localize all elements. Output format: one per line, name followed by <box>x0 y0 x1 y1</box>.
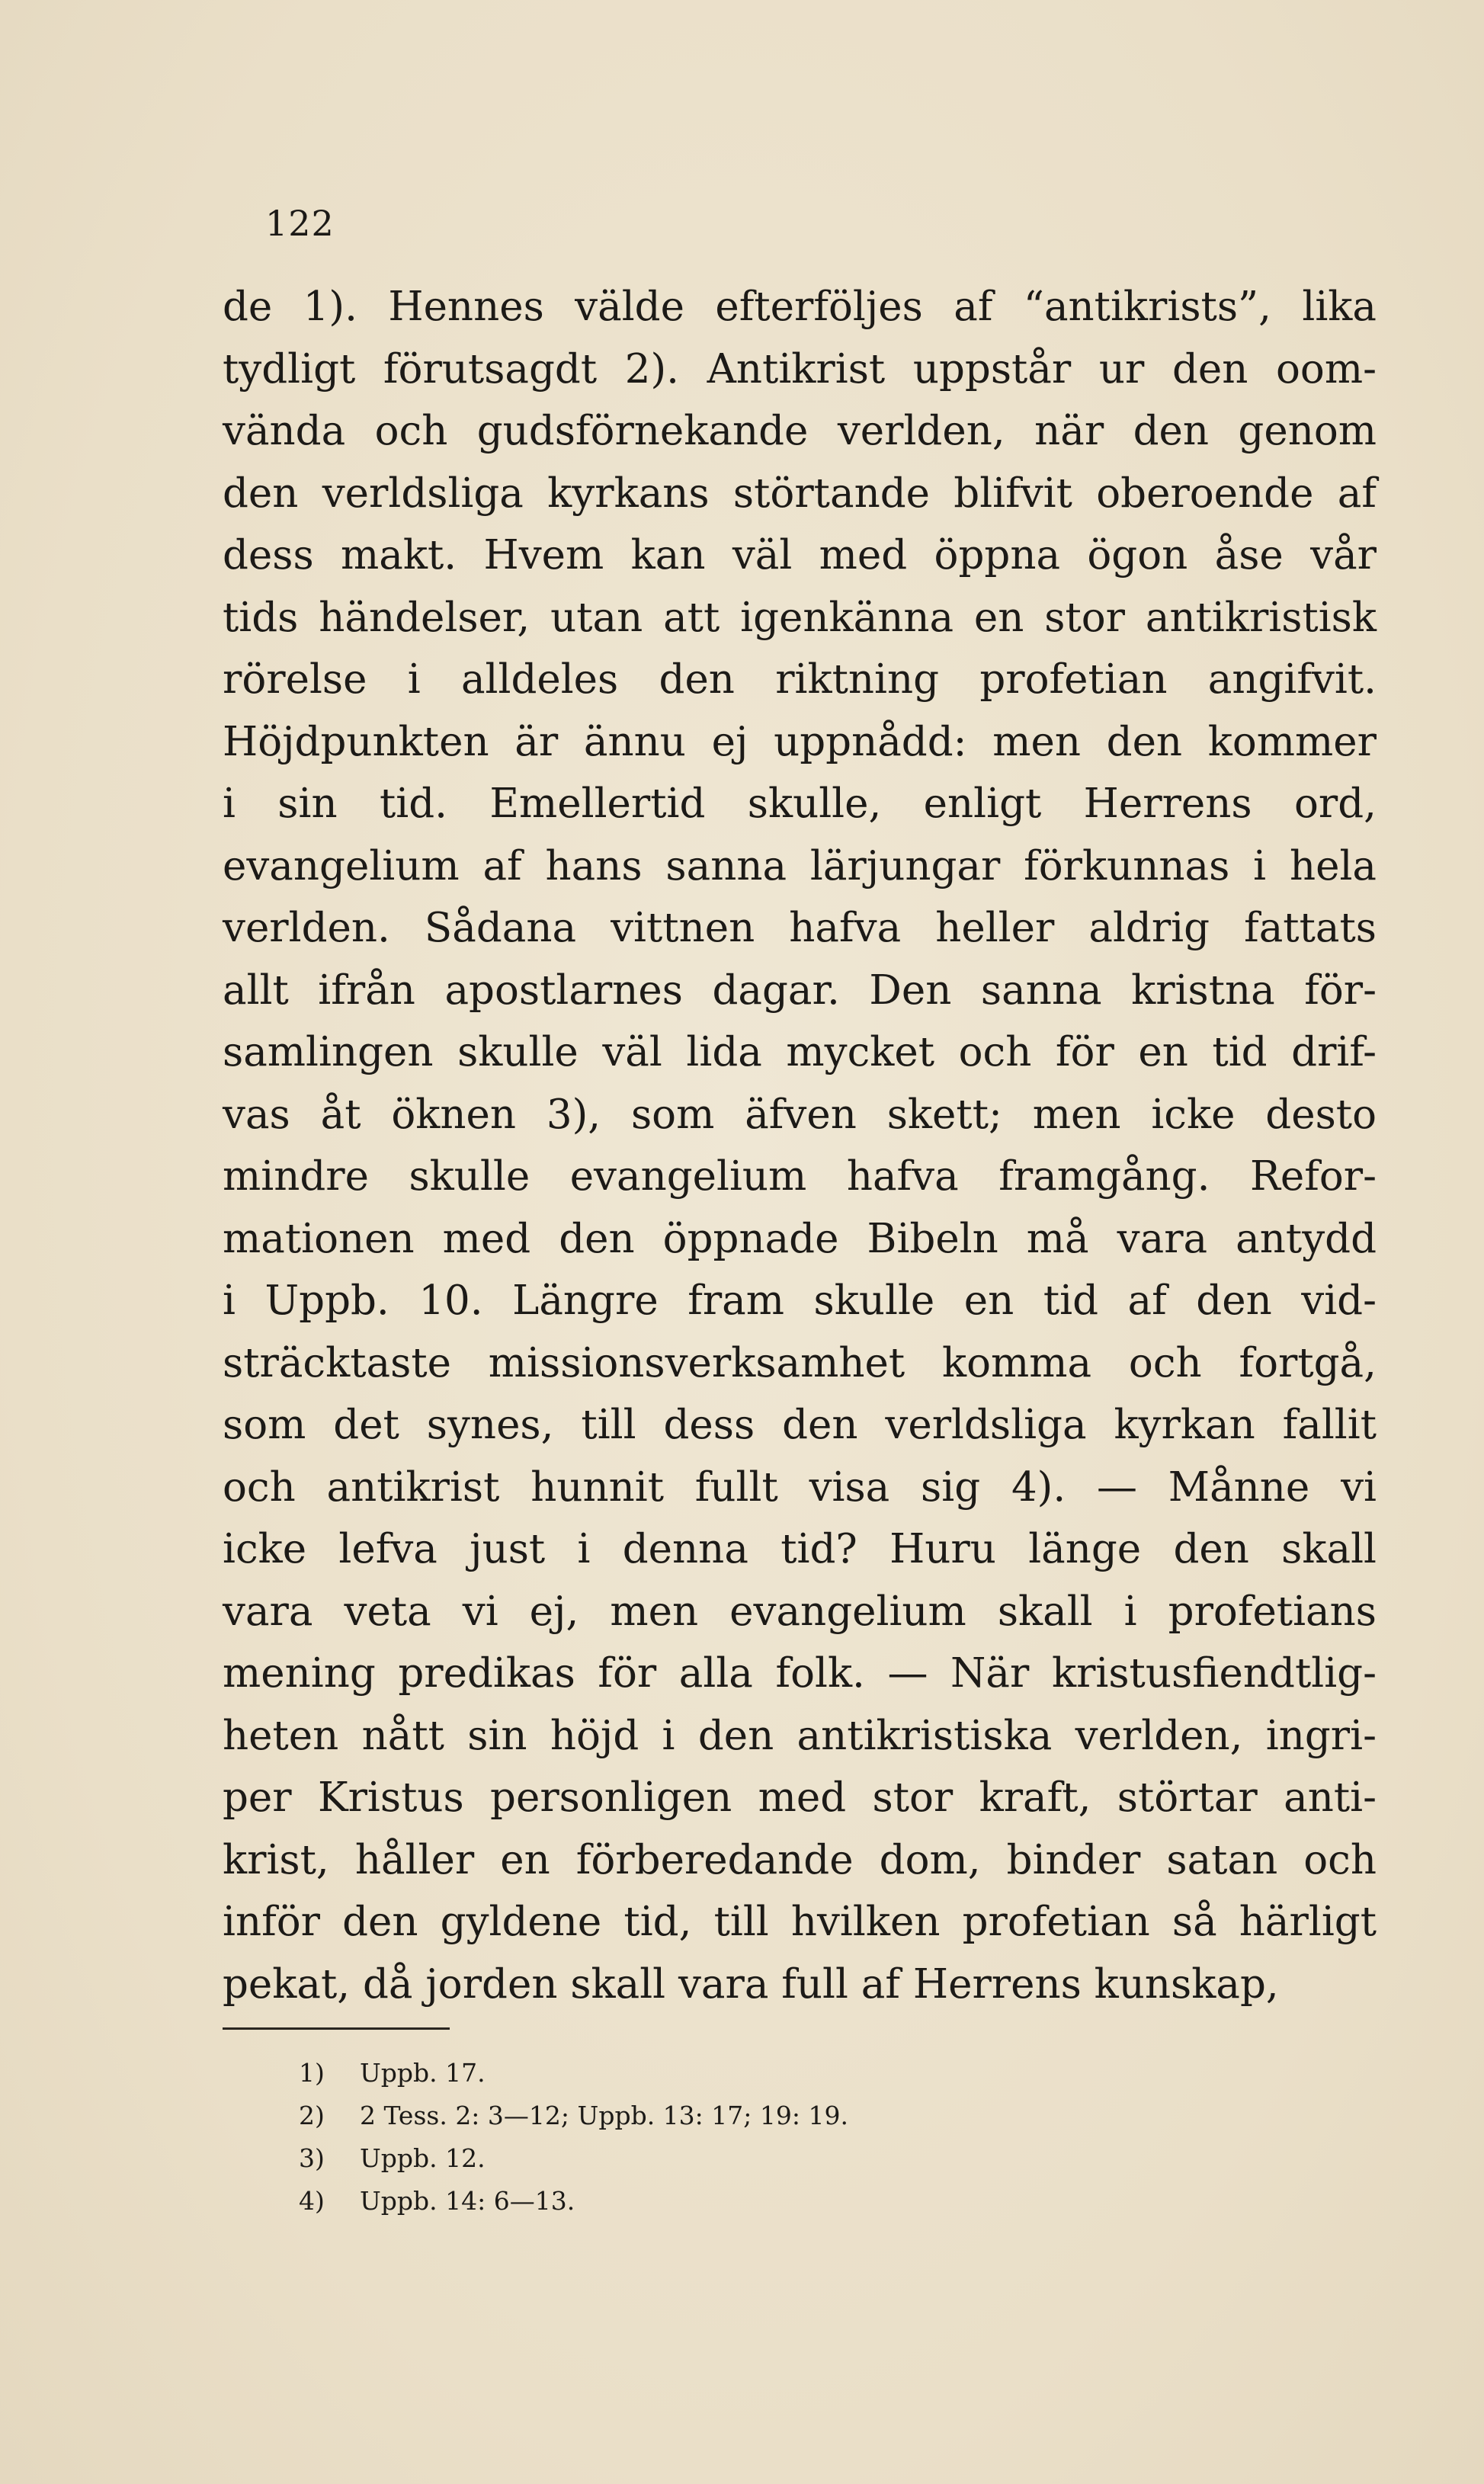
text-line: som det synes, till dess den verldsliga kyrkan fallit <box>223 1402 1377 1448</box>
text-line: dess makt. Hvem kan väl med öppna ögon åse vår <box>223 532 1377 579</box>
text-line: vara veta vi ej, men evangelium skall i profetians <box>223 1588 1377 1635</box>
text-line: i sin tid. Emellertid skulle, enligt Herrens ord, <box>223 780 1377 827</box>
footnote-number: 3) <box>299 2143 325 2173</box>
text-line: mening predikas för alla folk. — När kristusfiendtlig- <box>223 1650 1377 1697</box>
footnote-text: 2 Tess. 2: 3—12; Uppb. 13: 17; 19: 19. <box>360 2101 848 2130</box>
text-line: krist, håller en förberedande dom, binder satan och <box>223 1836 1377 1883</box>
text-line: sträcktaste missionsverksamhet komma och fortgå, <box>223 1339 1377 1386</box>
footnote <box>299 2180 848 2223</box>
text-line: Höjdpunkten är ännu ej uppnådd: men den kommer <box>223 718 1377 765</box>
text-line: tids händelser, utan att igenkänna en stor antikristisk <box>223 594 1377 641</box>
footnote-text: Uppb. 14: 6—13. <box>360 2186 575 2216</box>
text-line: mationen med den öppnade Bibeln må vara antydd <box>223 1215 1377 1262</box>
text-line: icke lefva just i denna tid? Huru länge den skall <box>223 1526 1377 1572</box>
page-number: 122 <box>265 203 335 244</box>
text-line: evangelium af hans sanna lärjungar förkunnas i hela <box>223 842 1377 889</box>
text-line: allt ifrån apostlarnes dagar. Den sanna kristna för- <box>223 966 1377 1014</box>
footnote <box>299 2137 848 2180</box>
text-line: rörelse i alldeles den riktning profetian angifvit. <box>223 656 1377 703</box>
text-line: mindre skulle evangelium hafva framgång. Refor- <box>223 1153 1377 1200</box>
footnote-text: Uppb. 17. <box>360 2058 486 2088</box>
footnote <box>299 2095 848 2137</box>
body-text <box>223 276 1377 2015</box>
footnote-number: 1) <box>299 2058 325 2088</box>
text-line: de 1). Hennes välde efterföljes af “antikrists”, lika <box>223 284 1377 330</box>
footnotes <box>299 2052 848 2223</box>
footnote-number: 2) <box>299 2101 325 2130</box>
text-line: i Uppb. 10. Längre fram skulle en tid af den vid- <box>223 1277 1377 1324</box>
text-line: vas åt öknen 3), som äfven skett; men icke desto <box>223 1091 1377 1138</box>
text-line: verlden. Sådana vittnen hafva heller aldrig fattats <box>223 905 1377 951</box>
footnote <box>299 2052 848 2095</box>
footnote-divider <box>223 2027 450 2030</box>
text-line: heten nått sin höjd i den antikristiska verlden, ingri- <box>223 1712 1377 1759</box>
text-line: inför den gyldene tid, till hvilken profetian så härligt <box>223 1899 1377 1945</box>
text-line: pekat, då jorden skall vara full af Herrens kunskap, <box>223 1960 1279 2008</box>
text-line: och antikrist hunnit fullt visa sig 4). — Månne vi <box>223 1463 1377 1511</box>
text-line: vända och gudsförnekande verlden, när den genom <box>223 408 1377 454</box>
text-line: tydligt förutsagdt 2). Antikrist uppstår ur den oom- <box>223 345 1377 393</box>
text-line: samlingen skulle väl lida mycket och för en tid drif- <box>223 1029 1377 1075</box>
footnote-text: Uppb. 12. <box>360 2143 486 2173</box>
footnote-number: 4) <box>299 2186 325 2216</box>
text-line: den verldsliga kyrkans störtande blifvit oberoende af <box>223 470 1377 517</box>
text-line: per Kristus personligen med stor kraft, störtar anti- <box>223 1774 1377 1821</box>
